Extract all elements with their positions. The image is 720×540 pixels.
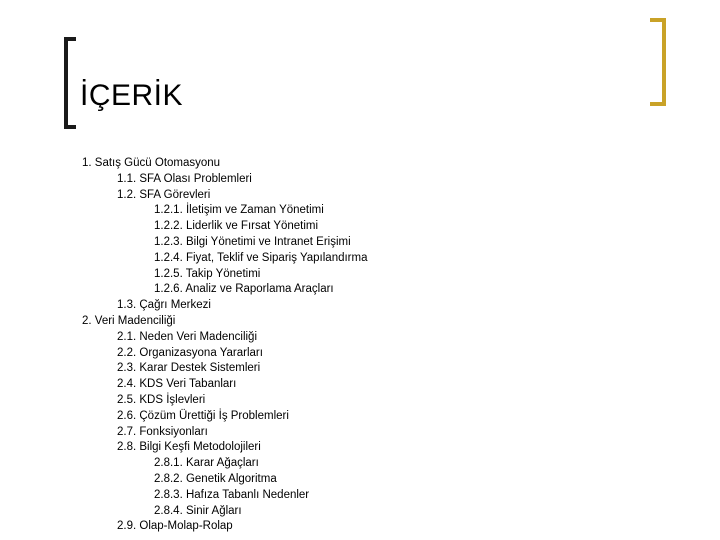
- toc-item: 2.8.1. Karar Ağaçları: [154, 457, 259, 470]
- toc-item: 2.9. Olap-Molap-Rolap: [117, 520, 233, 533]
- right-bracket-top: [650, 18, 666, 22]
- toc-item: 1.2.2. Liderlik ve Fırsat Yönetimi: [154, 220, 319, 233]
- toc-item: 2.2. Organizasyona Yararları: [117, 346, 263, 359]
- left-bracket-bottom: [64, 125, 76, 129]
- toc-item: 2.4. KDS Veri Tabanları: [117, 378, 237, 391]
- left-bracket-decoration: [64, 37, 76, 129]
- toc-item: 2.5. KDS İşlevleri: [117, 393, 206, 406]
- toc-item: 2.1. Neden Veri Madenciliği: [117, 330, 257, 343]
- toc-item: 1. Satış Gücü Otomasyonu: [82, 157, 221, 169]
- slide-title: İÇERİK: [80, 79, 184, 112]
- toc-item: 2.8. Bilgi Keşfi Metodolojileri: [117, 441, 261, 454]
- toc-item: 2. Veri Madenciliği: [82, 314, 176, 327]
- toc-item: 2.6. Çözüm Ürettiği İş Problemleri: [117, 409, 289, 422]
- toc-item: 2.8.3. Hafıza Tabanlı Nedenler: [154, 488, 310, 501]
- toc-item: 2.7. Fonksiyonları: [117, 425, 208, 438]
- toc-item: 1.3. Çağrı Merkezi: [117, 299, 211, 312]
- toc-item: 1.2. SFA Görevleri: [117, 188, 211, 201]
- left-bracket-top: [64, 37, 76, 41]
- right-bracket-bar: [662, 18, 666, 106]
- table-of-contents: [82, 156, 368, 535]
- toc-item: 2.8.2. Genetik Algoritma: [154, 472, 277, 485]
- toc-item: 2.8.4. Sinir Ağları: [154, 504, 242, 517]
- toc-item: 1.2.6. Analiz ve Raporlama Araçları: [154, 283, 334, 296]
- toc-item: 1.2.3. Bilgi Yönetimi ve Intranet Erişimi: [154, 235, 351, 248]
- right-bracket-decoration: [650, 18, 666, 106]
- toc-item: 2.3. Karar Destek Sistemleri: [117, 362, 261, 375]
- toc-item: 1.1. SFA Olası Problemleri: [117, 172, 252, 185]
- toc-item: 1.2.1. İletişim ve Zaman Yönetimi: [154, 204, 324, 217]
- toc-item: 1.2.4. Fiyat, Teklif ve Sipariş Yapılandırma: [154, 251, 368, 264]
- right-bracket-bottom: [650, 102, 666, 106]
- toc-item: 1.2.5. Takip Yönetimi: [154, 267, 261, 280]
- left-bracket-bar: [64, 37, 68, 129]
